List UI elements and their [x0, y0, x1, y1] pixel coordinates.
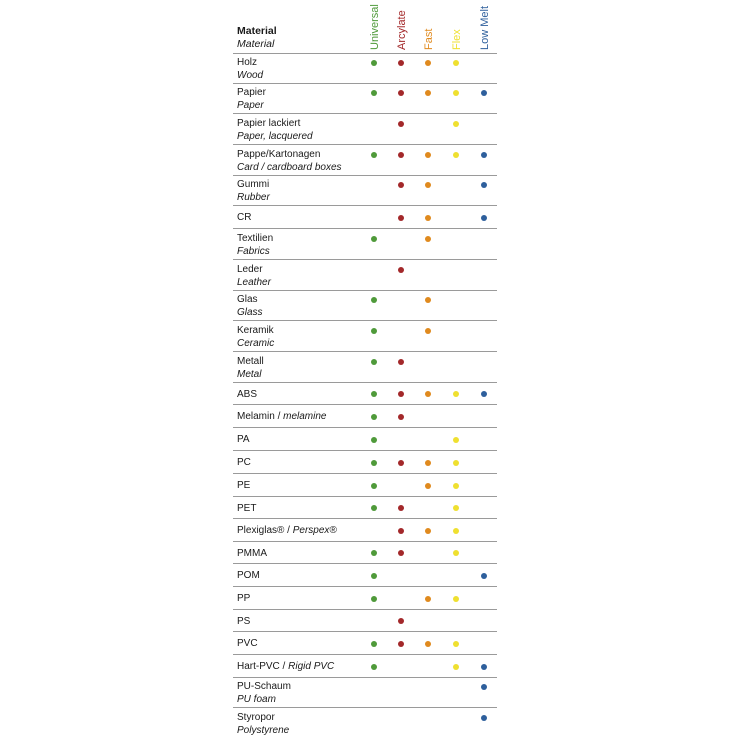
compat-dot-fast	[425, 182, 431, 188]
compat-dot-universal	[371, 236, 377, 242]
compat-dot-arcylate	[398, 90, 404, 96]
material-label	[237, 680, 291, 706]
compat-dot-arcylate	[398, 359, 404, 365]
compat-dot-flex	[453, 391, 459, 397]
material-label	[237, 117, 313, 143]
compat-dot-arcylate	[398, 391, 404, 397]
material-name-de: Metall	[237, 356, 264, 367]
material-row	[233, 144, 497, 176]
column-header-label: Fast	[423, 28, 435, 50]
compat-dot-low-melt	[481, 664, 487, 670]
material-row	[233, 586, 497, 610]
material-header	[237, 25, 277, 51]
compat-dot-universal	[371, 152, 377, 158]
column-header-label: Flex	[451, 29, 463, 50]
material-label	[237, 569, 260, 582]
material-name-de: ABS	[237, 389, 258, 400]
compat-dot-universal	[371, 437, 377, 443]
material-label	[237, 324, 274, 350]
material-name-de: CR	[237, 212, 252, 223]
material-row	[233, 707, 497, 739]
compat-dot-universal	[371, 90, 377, 96]
material-name-en: Wood	[237, 70, 264, 81]
material-row	[233, 631, 497, 655]
column-header-flex	[450, 0, 464, 50]
compat-dot-flex	[453, 664, 459, 670]
material-name-en: Fabrics	[237, 246, 270, 257]
material-label	[237, 178, 270, 204]
material-label	[237, 711, 289, 737]
material-name-de: PC	[237, 457, 251, 468]
compat-dot-arcylate	[398, 528, 404, 534]
material-name-de: Leder	[237, 264, 263, 275]
column-header-universal	[368, 0, 382, 50]
compat-dot-arcylate	[398, 414, 404, 420]
material-label	[237, 502, 256, 515]
material-row	[233, 83, 497, 114]
material-row	[233, 320, 497, 352]
compat-dot-flex	[453, 483, 459, 489]
compat-dot-universal	[371, 550, 377, 556]
compat-dot-fast	[425, 328, 431, 334]
material-row	[233, 228, 497, 260]
material-name-de: Melamin /	[237, 411, 284, 422]
material-row	[233, 53, 497, 84]
material-label	[237, 524, 337, 537]
material-row	[233, 427, 497, 451]
material-name-en: Rubber	[237, 192, 270, 203]
compat-dot-universal	[371, 460, 377, 466]
material-name-en: Rigid PVC	[288, 661, 335, 672]
compat-dot-universal	[371, 60, 377, 66]
compat-dot-flex	[453, 528, 459, 534]
material-row	[233, 609, 497, 632]
material-name-en: PU foam	[237, 694, 276, 705]
compat-dot-flex	[453, 90, 459, 96]
compat-dot-universal	[371, 297, 377, 303]
material-name-de: PET	[237, 503, 257, 514]
material-name-en: Polystyrene	[237, 725, 290, 736]
material-row	[233, 290, 497, 321]
material-label	[237, 232, 273, 258]
material-name-en: Paper	[237, 100, 264, 111]
material-header-de: Material	[237, 25, 277, 37]
material-name-de: Glas	[237, 294, 258, 305]
compat-dot-arcylate	[398, 505, 404, 511]
material-label	[237, 355, 264, 381]
compat-dot-fast	[425, 90, 431, 96]
material-row	[233, 496, 497, 519]
compat-dot-low-melt	[481, 684, 487, 690]
material-name-en: Ceramic	[237, 338, 275, 349]
column-header-label: Universal	[369, 4, 381, 50]
material-row	[233, 541, 497, 564]
column-header-fast	[422, 0, 436, 50]
material-header-en: Material	[237, 38, 275, 50]
compat-dot-universal	[371, 505, 377, 511]
material-label	[237, 615, 250, 628]
compat-dot-arcylate	[398, 121, 404, 127]
compat-dot-fast	[425, 641, 431, 647]
compat-dot-flex	[453, 460, 459, 466]
material-name-de: Holz	[237, 57, 258, 68]
compat-dot-flex	[453, 505, 459, 511]
material-label	[237, 456, 251, 469]
material-row	[233, 175, 497, 206]
compat-dot-low-melt	[481, 152, 487, 158]
column-header-low-melt	[478, 0, 492, 50]
material-name-de: PS	[237, 616, 251, 627]
material-name-de: PU-Schaum	[237, 681, 291, 692]
material-row	[233, 382, 497, 405]
material-name-de: Papier lackiert	[237, 118, 301, 129]
material-name-de: PMMA	[237, 548, 267, 559]
column-header-label: Low Melt	[479, 5, 491, 50]
material-label	[237, 148, 342, 174]
material-name-en: Paper, lacquered	[237, 131, 313, 142]
compat-dot-low-melt	[481, 715, 487, 721]
compat-dot-universal	[371, 664, 377, 670]
material-row	[233, 113, 497, 145]
compat-dot-arcylate	[398, 182, 404, 188]
material-name-en: melamine	[283, 411, 327, 422]
material-row	[233, 450, 497, 474]
compat-dot-flex	[453, 641, 459, 647]
compat-dot-fast	[425, 215, 431, 221]
material-row	[233, 404, 497, 428]
compat-dot-fast	[425, 391, 431, 397]
compat-dot-fast	[425, 483, 431, 489]
compat-dot-flex	[453, 121, 459, 127]
material-label	[237, 86, 266, 112]
material-name-en: Card / cardboard boxes	[237, 162, 342, 173]
material-label	[237, 56, 263, 82]
material-name-de: Textilien	[237, 233, 274, 244]
compat-dot-arcylate	[398, 267, 404, 273]
material-label	[237, 211, 251, 224]
material-label	[237, 547, 267, 560]
compat-dot-fast	[425, 236, 431, 242]
material-name-de: PP	[237, 593, 251, 604]
material-row	[233, 205, 497, 229]
material-name-de: PVC	[237, 638, 258, 649]
material-name-en: Perspex®	[292, 525, 337, 536]
material-name-de: PA	[237, 434, 250, 445]
compat-dot-low-melt	[481, 573, 487, 579]
compat-dot-low-melt	[481, 90, 487, 96]
material-row	[233, 677, 497, 708]
compat-dot-arcylate	[398, 60, 404, 66]
compat-dot-flex	[453, 152, 459, 158]
material-label	[237, 410, 326, 423]
compat-dot-flex	[453, 550, 459, 556]
compat-dot-flex	[453, 596, 459, 602]
compat-dot-low-melt	[481, 215, 487, 221]
material-name-en: Glass	[237, 307, 263, 318]
material-name-de: Pappe/Kartonagen	[237, 149, 321, 160]
compat-dot-universal	[371, 641, 377, 647]
material-label	[237, 660, 334, 673]
material-label	[237, 592, 250, 605]
compat-dot-universal	[371, 391, 377, 397]
material-name-de: POM	[237, 570, 260, 581]
compat-dot-low-melt	[481, 182, 487, 188]
compat-dot-low-melt	[481, 391, 487, 397]
compat-dot-arcylate	[398, 215, 404, 221]
material-name-de: PE	[237, 480, 251, 491]
material-row	[233, 473, 497, 497]
compat-dot-fast	[425, 460, 431, 466]
material-name-de: Styropor	[237, 712, 275, 723]
material-name-de: Keramik	[237, 325, 274, 336]
compat-dot-flex	[453, 60, 459, 66]
compat-dot-fast	[425, 297, 431, 303]
compat-dot-fast	[425, 152, 431, 158]
compat-dot-fast	[425, 596, 431, 602]
material-row	[233, 563, 497, 587]
material-name-de: Papier	[237, 87, 266, 98]
compat-dot-universal	[371, 328, 377, 334]
column-header-arcylate	[395, 0, 409, 50]
material-label	[237, 479, 250, 492]
compat-dot-universal	[371, 359, 377, 365]
material-row	[233, 654, 497, 678]
compat-dot-universal	[371, 573, 377, 579]
compat-dot-arcylate	[398, 618, 404, 624]
compat-dot-universal	[371, 483, 377, 489]
material-row	[233, 259, 497, 291]
material-row	[233, 351, 497, 383]
material-name-de: Gummi	[237, 179, 270, 190]
column-header-label: Arcylate	[396, 10, 408, 50]
material-label	[237, 637, 258, 650]
material-name-de: Hart-PVC /	[237, 661, 289, 672]
compat-dot-fast	[425, 528, 431, 534]
compat-dot-arcylate	[398, 152, 404, 158]
compat-dot-universal	[371, 596, 377, 602]
compat-dot-arcylate	[398, 550, 404, 556]
material-row	[233, 518, 497, 542]
material-name-en: Metal	[237, 369, 262, 380]
compat-dot-arcylate	[398, 641, 404, 647]
material-label	[237, 433, 250, 446]
material-label	[237, 388, 257, 401]
compat-dot-arcylate	[398, 460, 404, 466]
compat-dot-fast	[425, 60, 431, 66]
compat-dot-flex	[453, 437, 459, 443]
material-name-en: Leather	[237, 277, 271, 288]
compat-dot-universal	[371, 414, 377, 420]
material-label	[237, 263, 271, 289]
material-name-de: Plexiglas® /	[237, 525, 293, 536]
material-label	[237, 293, 263, 319]
